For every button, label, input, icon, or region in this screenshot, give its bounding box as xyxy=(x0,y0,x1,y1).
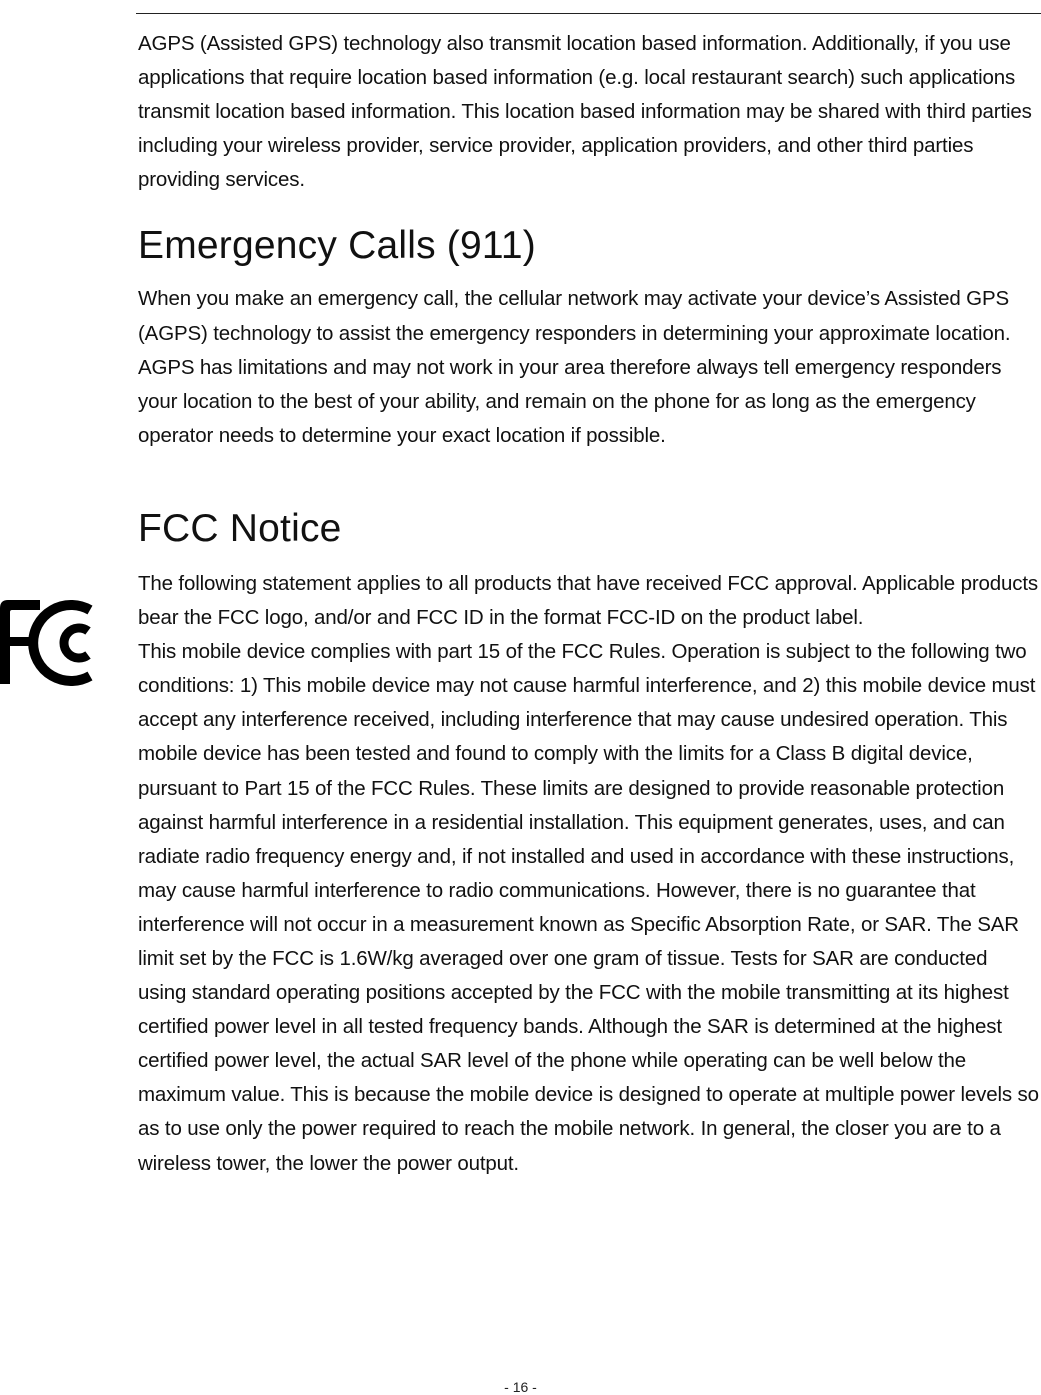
fcc-heading: FCC Notice xyxy=(138,506,342,550)
fcc-paragraph-approval: The following statement applies to all products that have received FCC approval. Applicable products bear the FCC logo, and/or and FCC ID in the format FCC-ID on the product label. xyxy=(138,571,1039,630)
fcc-logo-icon xyxy=(0,600,102,686)
intro-paragraph: AGPS (Assisted GPS) technology also transmit location based information. Additionally, if you use applications that require location based information (e.g. local restaurant search) such applications transmit location based information. This location based information may be shared with third parties including your wireless provider, service provider, application providers, and other third parties providing services. xyxy=(138,32,1032,192)
emergency-paragraph: When you make an emergency call, the cellular network may activate your device’s Assisted GPS (AGPS) technology to assist the emergency responders in determining your approximate location. AGPS has limitations and may not work in your area therefore always tell emergency responders your location to the best of your ability, and remain on the phone for as long as the emergency operator needs to determine your exact location if possible. xyxy=(138,287,1011,447)
fcc-paragraph-compliance: This mobile device complies with part 15 of the FCC Rules. Operation is subject to the following two conditions: 1) This mobile device may not cause harmful interference, and 2) this mobile device must accept any interference received, including interference that may cause undesired operation. This mobile device has been tested and found to comply with the limits for a Class B digital device, pursuant to Part 15 of the FCC Rules. These limits are designed to provide reasonable protection against harmful interference in a residential installation. This equipment generates, uses, and can radiate radio frequency energy and, if not installed and used in accordance with these instructions, may cause harmful interference to radio communications. However, there is no guarantee that interference will not occur in a measurement known as Specific Absorption Rate, or SAR. The SAR limit set by the FCC is 1.6W/kg averaged over one gram of tissue. Tests for SAR are conducted using standard operating positions accepted by the FCC with the mobile transmitting at its highest certified power level in all tested frequency bands. Although the SAR is determined at the highest certified power level, the actual SAR level of the phone while operating can be well below the maximum value. This is because the mobile device is designed to operate at multiple power levels so as to use only the power required to reach the mobile network. In general, the closer you are to a wireless tower, the lower the power output. xyxy=(138,640,1039,1175)
emergency-heading: Emergency Calls (911) xyxy=(138,224,536,268)
header-rule xyxy=(136,13,1041,14)
page-number: - 16 - xyxy=(504,1379,537,1395)
page-content xyxy=(138,27,1040,1181)
